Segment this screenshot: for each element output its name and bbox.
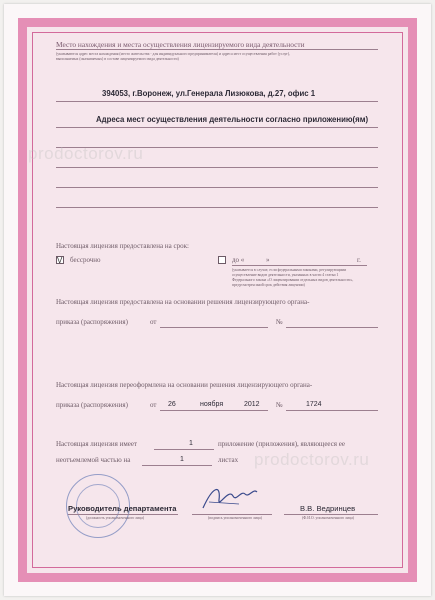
watermark-top: prodoctorov.ru	[28, 144, 144, 163]
header-note-2: выполняемых (оказываемых) в составе лицензируемого вида деятельности)	[56, 57, 179, 61]
reissue-date-line	[160, 410, 268, 411]
address-text: 394053, г.Воронеж, ул.Генерала Лизюкова, д.27, офис 1	[102, 89, 316, 98]
until-quote: »	[266, 256, 270, 264]
header-underline	[56, 49, 378, 50]
blank-line-2	[56, 167, 378, 168]
reissue-from: от	[150, 401, 157, 409]
position-note: (должность уполномоченного лица)	[86, 516, 145, 520]
term-note-1: (указывается в случае, если федеральными законами, регулирующими	[232, 268, 347, 272]
signer-position: Руководитель департамента	[68, 504, 177, 513]
name-line	[284, 514, 378, 515]
until-underline	[232, 265, 367, 266]
reissue-num-line	[286, 410, 378, 411]
basis-num: №	[276, 318, 283, 326]
reissue-month: ноября	[200, 401, 224, 408]
annex-line-1b: приложение (приложения), являющееся ее	[218, 440, 345, 448]
blank-line-4	[56, 207, 378, 208]
header-note-1: (указываются адрес места нахождения (место жительства - для индивидуального предпринимателя) и адреса мест осуществления работ (услуг),	[56, 52, 291, 56]
basis-date-line	[160, 327, 268, 328]
term-note-3: Федерального закона «О лицензировании отдельных видов деятельности»,	[232, 278, 354, 282]
signature-note: (подпись уполномоченного лица)	[208, 516, 262, 520]
annex-count-line	[154, 449, 214, 450]
addresses-note: Адреса мест осуществления деятельности согласно приложению(ям)	[96, 115, 369, 124]
annex-line-1a: Настоящая лицензия имеет	[56, 440, 138, 448]
reissue-day: 26	[168, 401, 176, 408]
annex-count: 1	[189, 440, 193, 447]
signature-line	[192, 514, 272, 515]
term-label: Настоящая лицензия предоставлена на срок:	[56, 242, 189, 250]
reissue-number: 1724	[306, 401, 322, 408]
until-year: г.	[357, 256, 361, 264]
position-line	[68, 514, 178, 515]
term-note-4: предусмотрен иной срок действия лицензии)	[232, 283, 305, 287]
indefinite-checkmark: V	[57, 256, 63, 265]
reissue-line-1: Настоящая лицензия переоформлена на основании решения лицензирующего органа-	[56, 381, 313, 389]
basis-line-1: Настоящая лицензия предоставлена на основании решения лицензирующего органа-	[56, 298, 310, 306]
signer-name: В.В. Ведринцев	[300, 504, 356, 513]
name-note: (Ф.И.О. уполномоченного лица)	[302, 516, 355, 520]
indefinite-label: бессрочно	[70, 256, 101, 264]
annex-sheets-line	[142, 465, 212, 466]
reissue-line-2: приказа (распоряжения)	[56, 401, 128, 409]
reissue-year: 2012	[244, 401, 260, 408]
annex-sheets: 1	[180, 456, 184, 463]
signature-scribble	[199, 482, 261, 514]
annex-line-2a: неотъемлемой частью на	[56, 456, 131, 464]
annex-line-2b: листах	[218, 456, 239, 464]
reissue-num-label: №	[276, 401, 283, 409]
basis-from: от	[150, 318, 157, 326]
term-note-2: осуществление видов деятельности, указанных в части 4 статьи 1	[232, 273, 339, 277]
until-checkbox	[218, 256, 226, 264]
until-label: до «	[232, 256, 245, 264]
watermark-bottom: prodoctorov.ru	[254, 450, 370, 469]
address-underline	[56, 101, 378, 102]
header-title: Место нахождения и места осуществления лицензируемого вида деятельности	[56, 40, 305, 49]
blank-line-3	[56, 187, 378, 188]
addresses-underline	[56, 127, 378, 128]
document-sheet	[4, 4, 431, 596]
basis-line-2: приказа (распоряжения)	[56, 318, 128, 326]
basis-num-line	[286, 327, 378, 328]
